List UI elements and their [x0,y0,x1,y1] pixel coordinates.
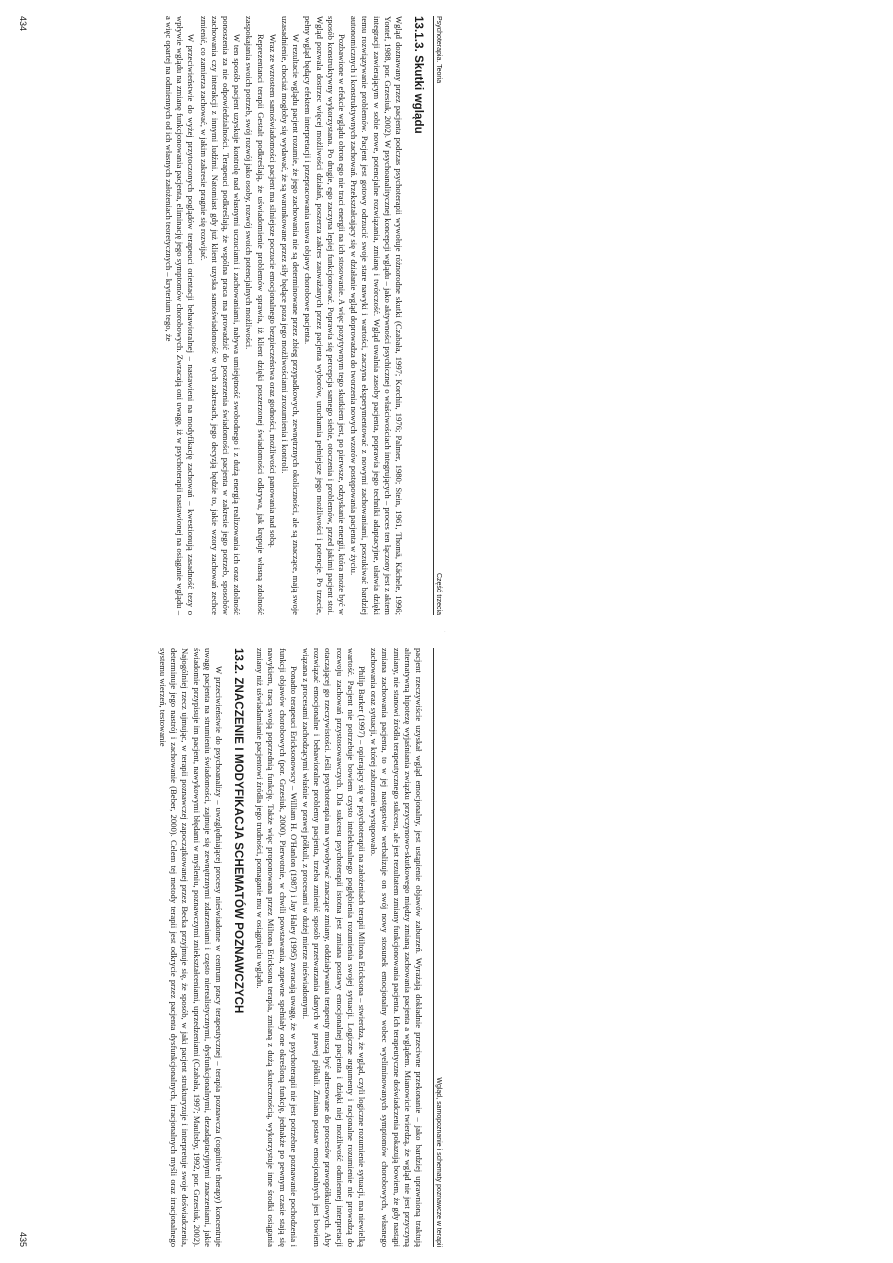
running-head-chapter: Wgląd, samopoznanie i schematy poznawcze w terapii [435,1077,442,1247]
left-running-head [433,16,442,615]
paragraph: W przeciwieństwie do psychoanalizy – uwzględniającej procesy nieświadome w centrum pracy terapeutycznej – terapia poznawcza (cognitive therapy) koncentruje uwagę pacjenta na strumieniu świadomości, zajmuje się zewnętrznymi zdarzeniami i często nierealistycznymi, dysfunkcjonalnymi, dezadaptacyjnymi znaczeniami, jakie świadomie przypisuje im pacjent, nawykowymi błędami w myśleniu, poznawczymi zniekształceniami, uprzedzeniami (Czabała, 1997; Maultsby, 1992, por. Grzesiuk, 2002). Najogólniej rzecz ujmując, w terapii poznawczej zapoczątkowanej przez Becka przyjmuje się, że sposób, w jaki pacjent strukturyzuje i interpretuje swoje doświadczenia, determinuje jego nastrój i zachowanie (Beber, 2000). Celem tej metody terapii jest odkrycie przez pacjenta dysfunkcjonalnych, irracjonalnych myśli oraz irracjonalnego systemu wierzeń, testowanie [157,648,224,1247]
section-title-13-2: 13.2. ZNACZENIE I MODYFIKACJA SCHEMATÓW POZNAWCZYCH [231,648,244,1014]
running-head-part: Część trzecia [435,572,442,615]
paragraph: pacjent rzeczywiście uzyskał wgląd emocjonalny, jest ustąpienie objawów zaburzeń. Wyrażają dokładnie przeciwne przekonanie – jako bardziej uprawnioną traktują alternatywną hipotezę wyjaśniania związku przyczynowo-skutkowego między zmianą zachowania pacjenta a wglądem. Mianowicie twierdzą, że wgląd nie jest przyczyną zmiany, nie stanowi źródła terapeutycznego sukcesu, ale jest rezultatem zmiany funkcjonowania pacjenta. Ich terapeutyczne doświadczenia pokazują bowiem, że gdy nastąpi zmiana zachowania pacjenta, to w jej następstwie werbalizuje on swój nowy stosunek emocjonalny wobec wyeliminowanych symptomów chorobowych, własnego zachowania oraz sytuacji, w której zaburzenie występowało. [369,648,424,1247]
paragraph: W ten sposób pacjent uzyskuje kontrolę nad własnymi uczuciami i zachowaniami, nabywa umiejętność swobodnego i z dużą energią realizowania ich oraz zdolność ponoszenia za nie odpowiedzialności. Terapeuci podkreślają, że wspólna praca ma prowadzić do poszerzenia świadomości pacjenta w zakresie jego potrzeb, sposobów zachowania czy interakcji z innymi ludźmi. Natomiast gdy już klient uzyska samoświadomość w tych zakresach, jego decyzją będzie to, jakie wzory zachowań zechce zmienić, co zamierza zachować, w jakim zakresie pragnie się rozwijać. [198,16,243,615]
paragraph: Philip Barker (1997) – opierający się w psychoterapii na założeniach terapii Miltona Ericksona – stwierdza, że wgląd, czyli logiczne rozumienie sytuacji, ma niewielką wartość. Pacjent nie potrzebuje bowiem czysto intelektualnego pogłębienia rozumienia swojej sytuacji. Logiczne argumenty i racjonalne rozumienie nie prowadzą do rozwoju zachowań przystosowawczych. Dla sukcesu psychoterapii istotna jest zmiana postawy emocjonalnej pacjenta i dzięki niej możliwość odmiennej interpretacji otaczającej go rzeczywistości. Jeśli psychoterapia ma wywoływać znaczące zmiany, oddziaływania terapeuty muszą być adresowane do procesów prawopółkulowych. Aby rozwiązać emocjonalne i behawioralne problemy pacjenta, trzeba zmienić sposób przetwarzania danych w prawej półkuli. Zmiana postaw emocjonalnych jest bowiem wiązana z procesami zachodzącymi właśnie w prawej półkuli, z procesami w dużej mierze nieświadomymi. [300,648,367,1247]
paragraph: Pozbawione w efekcie wglądu obron ego nie traci energii na ich stosowanie. A więc pozytywnym tego skutkiem jest, po pierwsze, odzyskanie energii, która może być w sposób konstruktywny wykorzystana. Po drugie, ego zaczyna lepiej funkcjonować. Poprawia się percepcja samego siebie, otoczenia i problemów, przed jakimi pacjent stoi. Wgląd pozwala dostrzec więcej możliwości działań, poszerza zakres zauważanych przez pacjenta wyborów, uruchamia pełniejsze jego możliwości i potencje. Po trzecie, pełny wgląd będący efektem interpretacji i przepracowania usuwa objawy chorobowe pacjenta. [303,16,347,615]
right-running-head [433,648,442,1247]
page-number-left: 434 [18,16,28,32]
paragraph: Wraz ze wzrostem samoświadomości pacjent ma silniejsze poczucie emocjonalnego bezpieczeństwa oraz godności, możliwości panowania nad sobą. [267,34,278,548]
paragraph: Reprezentanci terapii Gestalt podkreślają, że uświadomienie problemów sprawia, iż klient dzięki poszerzonej świadomości odkrywa, jak krępuje własną zdolność zaspokajania swoich potrzeb, swój rozwój jako osoby, rozwój swoich potencjalnych możliwości. [244,16,266,615]
paragraph: W przeciwieństwie do wyżej przytoczonych poglądów terapeuci orientacji behawioralnej – nastawieni na modyfikację zachowań – kwestionują zasadność tezy o wpływie wglądu na zmianę funkcjonowania pacjenta, eliminację jego symptomów chorobowych. Zwracają oni uwagę, iż w psychoterapii nastawionej na osiąganie wglądu – a więc opartej na odmiennych od ich własnych założeniach teoretycznych – kryterium tego, że [163,16,197,615]
right-page-body [18,648,442,1247]
paragraph: Wgląd doznawany przez pacjenta podczas psychoterapii wywołuje różnorodne skutki (Czabała, 1997; Korchin, 1976; Palmer, 1980; Stein, 1961, Thomä, Kächele, 1996; Yontef, 1988, por. Grzesiuk, 2002). W psychoanalitycznej koncepcji wglądu – jako aktywności psychicznej o właściwościach integrujących – proces ten łączony jest z aktem integracji zawierającym w sobie nowe, potencjalne rozwiązania, zmianę i twórczość. Wgląd uwalnia zasoby pacjenta, poprawia jego techniki adaptacyjne, ułatwia dzięki temu rozwiązywanie problemów. Pacjent jest gotowy odrzucić swoje stare nawyki i wartości, zaczyna eksperymentować z nowymi zachowaniami, poszukiwać bardziej autonomicznych i konstruktywnych zachowań. Przekształcający się w działanie wgląd doprowadza do tworzenia nowych wzorów postępowania pacjenta w życiu. [349,16,404,615]
paragraph: W rezultacie wglądu pacjent rozumie, że jego zachowania nie są determinowane przez zbieg przypadkowych, zewnętrznych okoliczności, ale są znaczące, mają swoje uzasadnienie, chociaż mogłoby się wydawać, że są warunkowane przez siły będące poza jego możliwościami zrozumienia i kontroli. [279,16,302,615]
paragraph: Ponadto terapeuci Ericksonowscy – William H. O'Hanlon (1987) i Jay Haley (1995) zwracają uwagę, że w psychoterapii nie jest potrzebne poznawanie pochodzenia i funkcji objawów chorobowych (por. Grzesiuk, 2000). Pierwotnie, w chwili powstawania, zapewne spełniały one określoną funkcję, jednakże po pewnym czasie stają się nawykiem, tracą swoją poprzednią funkcję. Także więc proponowana przez Miltona Ericksona terapia, zmianą z dużą skutecznością, wykorzystuje inne środki osiągania zmiany niż uświadamianie pacjentowi źródła jego trudności, pomaganie mu w osiągnięciu wglądu. [255,648,299,1247]
left-page [10,0,450,631]
right-page [10,632,450,1263]
running-head-book-title: Psychoterapia. Teoria [435,16,442,84]
left-page-body [18,16,442,615]
section-title-13-1-3: 13.1.3. Skutki wglądu [412,16,424,134]
page-number-right: 435 [18,1231,28,1247]
